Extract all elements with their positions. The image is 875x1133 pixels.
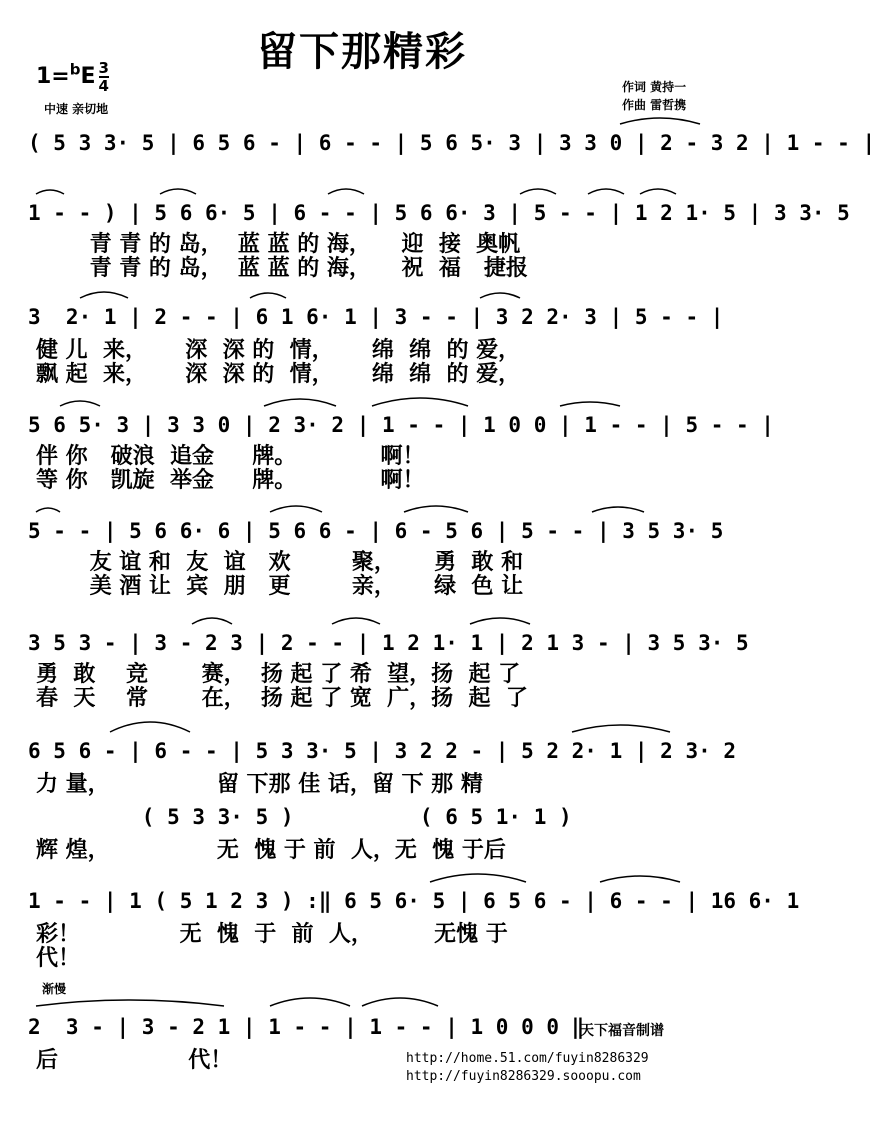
publisher-brand: 天下福音制谱 — [580, 1023, 664, 1039]
slur — [430, 874, 526, 882]
slur — [470, 618, 530, 624]
notes-line-4: 5 6 5· 3 | 3 3 0 | 2 3· 2 | 1 - - | 1 0 0 | 1 - - | 5 - - | — [28, 413, 774, 437]
slur — [480, 293, 520, 298]
slur — [36, 508, 60, 512]
slur — [572, 725, 670, 732]
slur — [560, 402, 620, 406]
lyrics-line-6-verse-1: 勇 敢 竞 赛， 扬 起 了 希 望，扬 起 了 — [36, 662, 521, 687]
slur — [520, 189, 556, 194]
tempo-mark: 中速 亲切地 — [44, 102, 109, 116]
lyrics-line-7: 力 量， 留 下那 佳 话，留 下 那 精 — [36, 772, 483, 797]
time-top: 3 — [98, 59, 109, 77]
notes-line-9: 1 - - | 1 ( 5 1 2 3 ) :‖ 6 5 6· 5 | 6 5 6 - | 6 - - | 16 6· 1 — [28, 889, 800, 913]
slur — [592, 507, 644, 512]
website-url-1: http://home.51.com/fuyin8286329 — [406, 1051, 649, 1066]
key-prefix: 1= — [36, 64, 70, 89]
lyrics-line-4-verse-2: 等 你 凯旋 举金 牌。 啊！ — [36, 468, 425, 493]
notes-line-1: ( 5 3 3· 5 | 6 5 6 - | 6 - - | 5 6 5· 3 | 3 3 0 | 2 - 3 2 | 1 - - | — [28, 131, 875, 155]
slur — [404, 506, 468, 512]
composer-credit: 作曲 雷哲携 — [622, 98, 687, 112]
time-bottom: 4 — [98, 77, 109, 95]
key-flat: b — [69, 60, 81, 79]
slur — [250, 293, 286, 298]
slur — [328, 189, 364, 194]
slur — [640, 189, 676, 194]
slur — [372, 398, 468, 406]
slur — [270, 998, 350, 1006]
notes-line-5: 5 - - | 5 6 6· 6 | 5 6 6 - | 6 - 5 6 | 5 - - | 3 5 3· 5 — [28, 519, 724, 543]
notes-line-7: 6 5 6 - | 6 - - | 5 3 3· 5 | 3 2 2 - | 5 2 2· 1 | 2 3· 2 — [28, 739, 737, 763]
slur — [192, 618, 232, 624]
lyrics-line-2-verse-2: 青 青 的 岛， 蓝 蓝 的 海， 祝 福 捷报 — [36, 256, 528, 281]
notes-line-3: 3 2· 1 | 2 - - | 6 1 6· 1 | 3 - - | 3 2 2· 3 | 5 - - | — [28, 305, 724, 329]
slur — [36, 1000, 224, 1006]
lyrics-line-3-verse-2: 飘 起 来， 深 深 的 情， 绵 绵 的 爱， — [36, 362, 521, 387]
notes-line-6: 3 5 3 - | 3 - 2 3 | 2 - - | 1 2 1· 1 | 2 1 3 - | 3 5 3· 5 — [28, 631, 749, 655]
key-tonic: E — [80, 64, 96, 89]
slur — [620, 118, 700, 124]
slur — [600, 876, 680, 882]
slur — [36, 190, 64, 194]
notes-line-10: 2 3 - | 3 - 2 1 | 1 - - | 1 - - | 1 0 0 0 ‖ — [28, 1015, 585, 1039]
slur — [332, 618, 380, 624]
slur — [588, 189, 624, 194]
slur — [362, 998, 438, 1006]
website-url-2: http://fuyin8286329.sooopu.com — [406, 1069, 641, 1084]
notes-line-2: 1 - - ) | 5 6 6· 5 | 6 - - | 5 6 6· 3 | 5 - - | 1 2 1· 5 | 3 3· 5 — [28, 201, 850, 225]
lyrics-line-6-verse-2: 春 天 常 在， 扬 起 了 宽 广，扬 起 了 — [36, 686, 528, 711]
lyrics-line-2-verse-1: 青 青 的 岛， 蓝 蓝 的 海， 迎 接 奥帆 — [36, 232, 521, 257]
slur — [160, 189, 196, 194]
lyrics-line-3-verse-1: 健 儿 来， 深 深 的 情， 绵 绵 的 爱， — [36, 338, 521, 363]
slur — [80, 292, 128, 298]
lyrics-line-5-verse-1: 友 谊 和 友 谊 欢 聚， 勇 敢 和 — [36, 550, 524, 575]
slur — [270, 506, 322, 512]
ritardando-mark: 渐慢 — [42, 982, 67, 996]
slur — [60, 401, 100, 406]
lyrics-line-10: 后 代！ — [36, 1048, 233, 1073]
slur — [110, 722, 190, 732]
lyricist-credit: 作词 黄持一 — [622, 80, 687, 94]
lyrics-line-5-verse-2: 美 酒 让 宾 朋 更 亲， 绿 色 让 — [36, 574, 524, 599]
notes-line-8-alternate: ( 5 3 3· 5 ) ( 6 5 1· 1 ) — [28, 805, 572, 829]
lyrics-line-8: 辉 煌， 无 愧 于 前 人，无 愧 于后 — [36, 838, 506, 863]
slur — [264, 399, 336, 406]
lyrics-line-4-verse-1: 伴 你 破浪 追金 牌。 啊！ — [36, 444, 425, 469]
lyrics-line-9-verse-2: 代！ — [36, 946, 81, 971]
song-title: 留下那精彩 — [257, 29, 467, 75]
lyrics-line-9-verse-1: 彩！ 无 愧 于 前 人， 无愧 于 — [36, 922, 508, 947]
